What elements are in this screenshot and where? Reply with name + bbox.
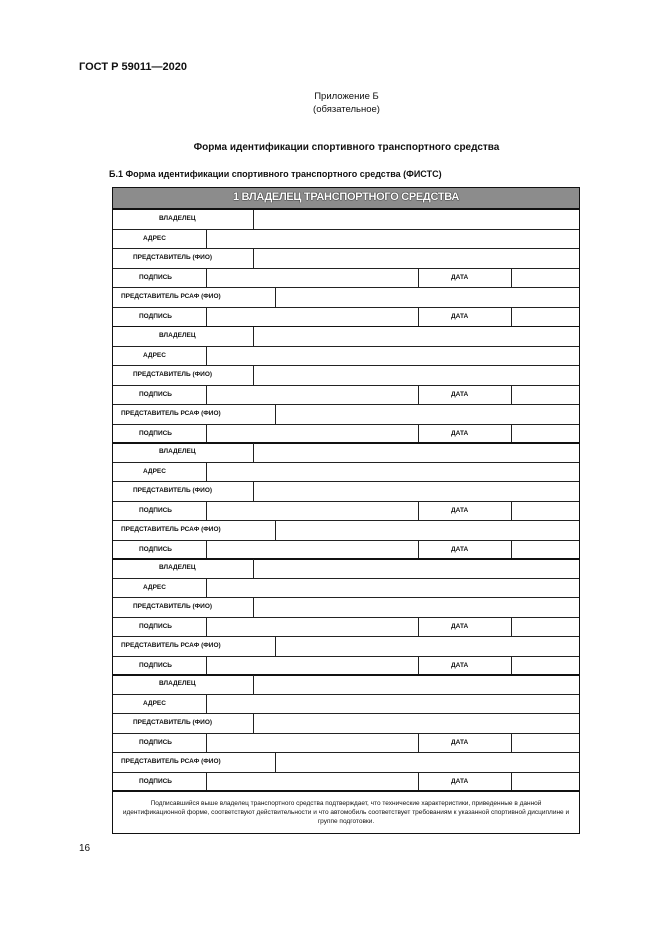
rsaf-representative-label: ПРЕДСТАВИТЕЛЬ РСАФ (ФИО) [121,293,221,300]
owner-row [113,327,579,347]
owner-block [112,558,580,676]
signature-row [113,657,579,676]
table-header: 1 ВЛАДЕЛЕЦ ТРАНСПОРТНОГО СРЕДСТВА [112,187,580,209]
signature-label: ПОДПИСЬ [139,273,172,281]
date-label: ДАТА [451,661,469,669]
signature-label: ПОДПИСЬ [139,777,172,785]
section-title: Б.1 Форма идентификации спортивного транспортного средства (ФИСТС) [109,169,442,179]
date-label: ДАТА [451,545,469,553]
address-row [113,463,579,483]
rsaf-representative-label: ПРЕДСТАВИТЕЛЬ РСАФ (ФИО) [121,642,221,649]
rsaf-representative-row [113,521,579,541]
date-label: ДАТА [451,738,469,746]
address-label: АДРЕС [143,699,166,707]
date-label: ДАТА [451,506,469,514]
date-label: ДАТА [451,390,469,398]
rsaf-representative-label: ПРЕДСТАВИТЕЛЬ РСАФ (ФИО) [121,758,221,765]
address-row [113,695,579,715]
signature-label: ПОДПИСЬ [139,622,172,630]
signature-row [113,269,579,289]
representative-row [113,714,579,734]
signature-row [113,308,579,327]
owner-label: ВЛАДЕЛЕЦ [159,448,196,455]
representative-label: ПРЕДСТАВИТЕЛЬ (ФИО) [133,254,213,261]
representative-row [113,598,579,618]
date-label: ДАТА [451,622,469,630]
form-title: Форма идентификации спортивного транспортного средства [193,142,500,153]
signature-row [113,425,579,444]
owner-block [112,326,580,444]
signature-row [113,502,579,522]
owner-label: ВЛАДЕЛЕЦ [159,564,196,571]
rsaf-representative-row [113,637,579,657]
rsaf-representative-row [113,405,579,425]
date-label: ДАТА [451,429,469,437]
signature-label: ПОДПИСЬ [139,661,172,669]
date-label: ДАТА [451,273,469,281]
signature-label: ПОДПИСЬ [139,312,172,320]
signature-label: ПОДПИСЬ [139,390,172,398]
document-code: ГОСТ Р 59011—2020 [79,61,187,73]
representative-label: ПРЕДСТАВИТЕЛЬ (ФИО) [133,603,213,610]
owner-label: ВЛАДЕЛЕЦ [159,332,196,339]
declaration-text: Подписавшийся выше владелец транспортного средства подтверждает, что технические характеристики, приведенные в данной идентификационной форме, соответствуют действительности и что автомобиль соответствует требованиям к указанной спортивной дисциплине и группе подготовки. [112,790,580,834]
address-row [113,347,579,367]
owner-block [112,209,580,327]
signature-row [113,386,579,406]
rsaf-representative-label: ПРЕДСТАВИТЕЛЬ РСАФ (ФИО) [121,410,221,417]
owner-row [113,559,579,579]
owner-row [113,443,579,463]
signature-row [113,734,579,754]
address-label: АДРЕС [143,583,166,591]
date-label: ДАТА [451,312,469,320]
representative-row [113,366,579,386]
rsaf-representative-row [113,753,579,773]
page-number: 16 [79,843,91,854]
owner-row [113,210,579,230]
signature-label: ПОДПИСЬ [139,429,172,437]
address-label: АДРЕС [143,467,166,475]
address-label: АДРЕС [143,351,166,359]
representative-row [113,249,579,269]
address-row [113,579,579,599]
rsaf-representative-row [113,288,579,308]
representative-row [113,482,579,502]
address-row [113,230,579,250]
address-label: АДРЕС [143,234,166,242]
signature-label: ПОДПИСЬ [139,738,172,746]
representative-label: ПРЕДСТАВИТЕЛЬ (ФИО) [133,719,213,726]
signature-label: ПОДПИСЬ [139,545,172,553]
owner-block [112,442,580,560]
owner-row [113,675,579,695]
rsaf-representative-label: ПРЕДСТАВИТЕЛЬ РСАФ (ФИО) [121,526,221,533]
signature-row [113,773,579,792]
owner-block [112,674,580,792]
signature-row [113,618,579,638]
owner-label: ВЛАДЕЛЕЦ [159,215,196,222]
representative-label: ПРЕДСТАВИТЕЛЬ (ФИО) [133,371,213,378]
owner-label: ВЛАДЕЛЕЦ [159,680,196,687]
appendix-subtitle: (обязательное) [313,104,380,115]
representative-label: ПРЕДСТАВИТЕЛЬ (ФИО) [133,487,213,494]
signature-row [113,541,579,560]
date-label: ДАТА [451,777,469,785]
signature-label: ПОДПИСЬ [139,506,172,514]
appendix-title: Приложение Б [314,91,379,102]
